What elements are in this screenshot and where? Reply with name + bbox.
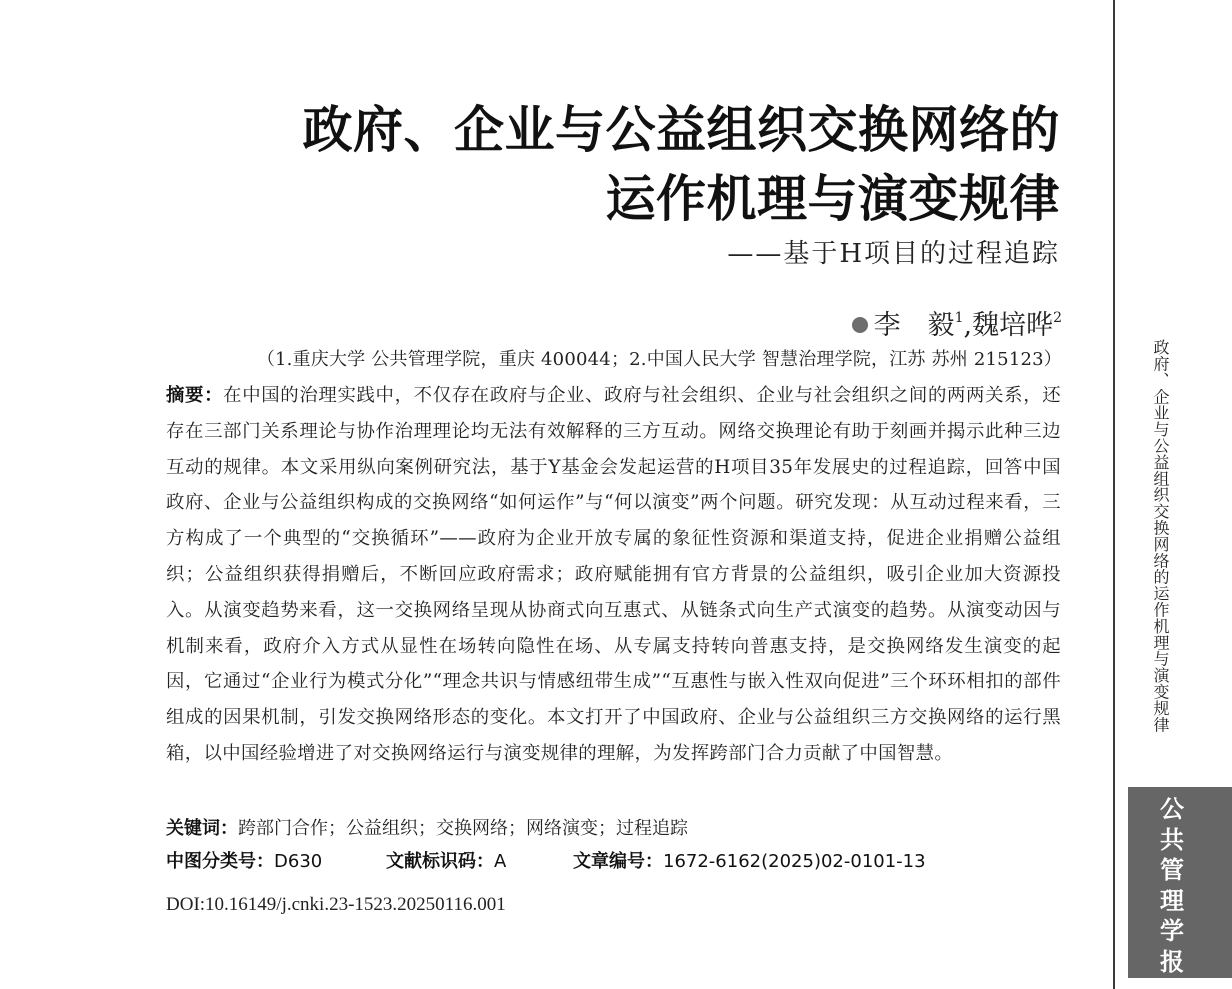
author-line: [852, 298, 1062, 346]
journal-name: 公 共 管 理 学 报: [1160, 795, 1184, 976]
article-subtitle: ——基于H项目的过程追踪: [727, 239, 1060, 269]
author-2: 魏培晔: [972, 310, 1054, 341]
clc-value: D630: [274, 851, 323, 872]
margin-rule: [1113, 0, 1115, 989]
keywords-label: 关键词：: [166, 818, 238, 839]
article-title-line-2: 运作机理与演变规律: [605, 170, 1060, 228]
author-2-affiliation-mark: 2: [1053, 310, 1062, 326]
abstract-text: 在中国的治理实践中，不仅存在政府与企业、政府与社会组织、企业与社会组织之间的两两关系，还存在三部门关系理论与协作治理理论均无法有效解释的三方互动。网络交换理论有助于刻画并揭示此种三边互动的规律。本文采用纵向案例研究法，基于Y基金会发起运营的H项目35年发展史的过程追踪，回答中国政府、企业与公益组织构成的交换网络“如何运作”与“何以演变”两个问题。研究发现：从互动过程来看，三方构成了一个典型的“交换循环”——政府为企业开放专属的象征性资源和渠道支持，促进企业捐赠公益组织；公益组织获得捐赠后，不断回应政府需求；政府赋能拥有官方背景的公益组织，吸引企业加大资源投入。从演变趋势来看，这一交换网络呈现从协商式向互惠式、从链条式向生产式演变的趋势。从演变动因与机制来看，政府介入方式从显性在场转向隐性在场、从专属支持转向普惠支持，是交换网络发生演变的起因，它通过“企业行为模式分化”“理念共识与情感纽带生成”“互惠性与嵌入性双向促进”三个环环相扣的部件组成的因果机制，引发交换网络形态的变化。本文打开了中国政府、企业与公益组织三方交换网络的运行黑箱，以中国经验增进了对交换网络运行与演变规律的理解，为发挥跨部门合力贡献了中国智慧。: [166, 385, 1061, 764]
article-number-label: 文章编号：: [573, 851, 663, 872]
author-1: 李 毅: [873, 310, 955, 341]
doi: DOI:10.16149/j.cnki.23-1523.20250116.001: [166, 894, 506, 915]
running-title-vertical: 政府、企业与公益组织交换网络的运作机理与演变规律: [1151, 339, 1170, 733]
article-number-value: 1672-6162(2025)02-0101-13: [663, 851, 926, 872]
abstract: [166, 378, 1061, 772]
article-number: [573, 846, 926, 878]
keywords: [166, 813, 688, 845]
document-code: [386, 846, 506, 878]
document-code-value: A: [494, 851, 507, 872]
abstract-label: 摘要：: [166, 385, 224, 406]
keywords-text: 跨部门合作；公益组织；交换网络；网络演变；过程追踪: [238, 818, 688, 839]
journal-name-box: [1128, 787, 1232, 978]
clc-label: 中图分类号：: [166, 851, 274, 872]
author-affiliations: （1.重庆大学 公共管理学院，重庆 400044；2.中国人民大学 智慧治理学院，江苏 苏州 215123）: [256, 349, 1062, 370]
article-title-line-1: 政府、企业与公益组织交换网络的: [302, 101, 1060, 159]
document-code-label: 文献标识码：: [386, 851, 494, 872]
bullet-dot-icon: [852, 317, 868, 333]
clc-number: [166, 846, 322, 878]
author-separator: ,: [963, 310, 973, 341]
author-1-affiliation-mark: 1: [954, 310, 964, 326]
